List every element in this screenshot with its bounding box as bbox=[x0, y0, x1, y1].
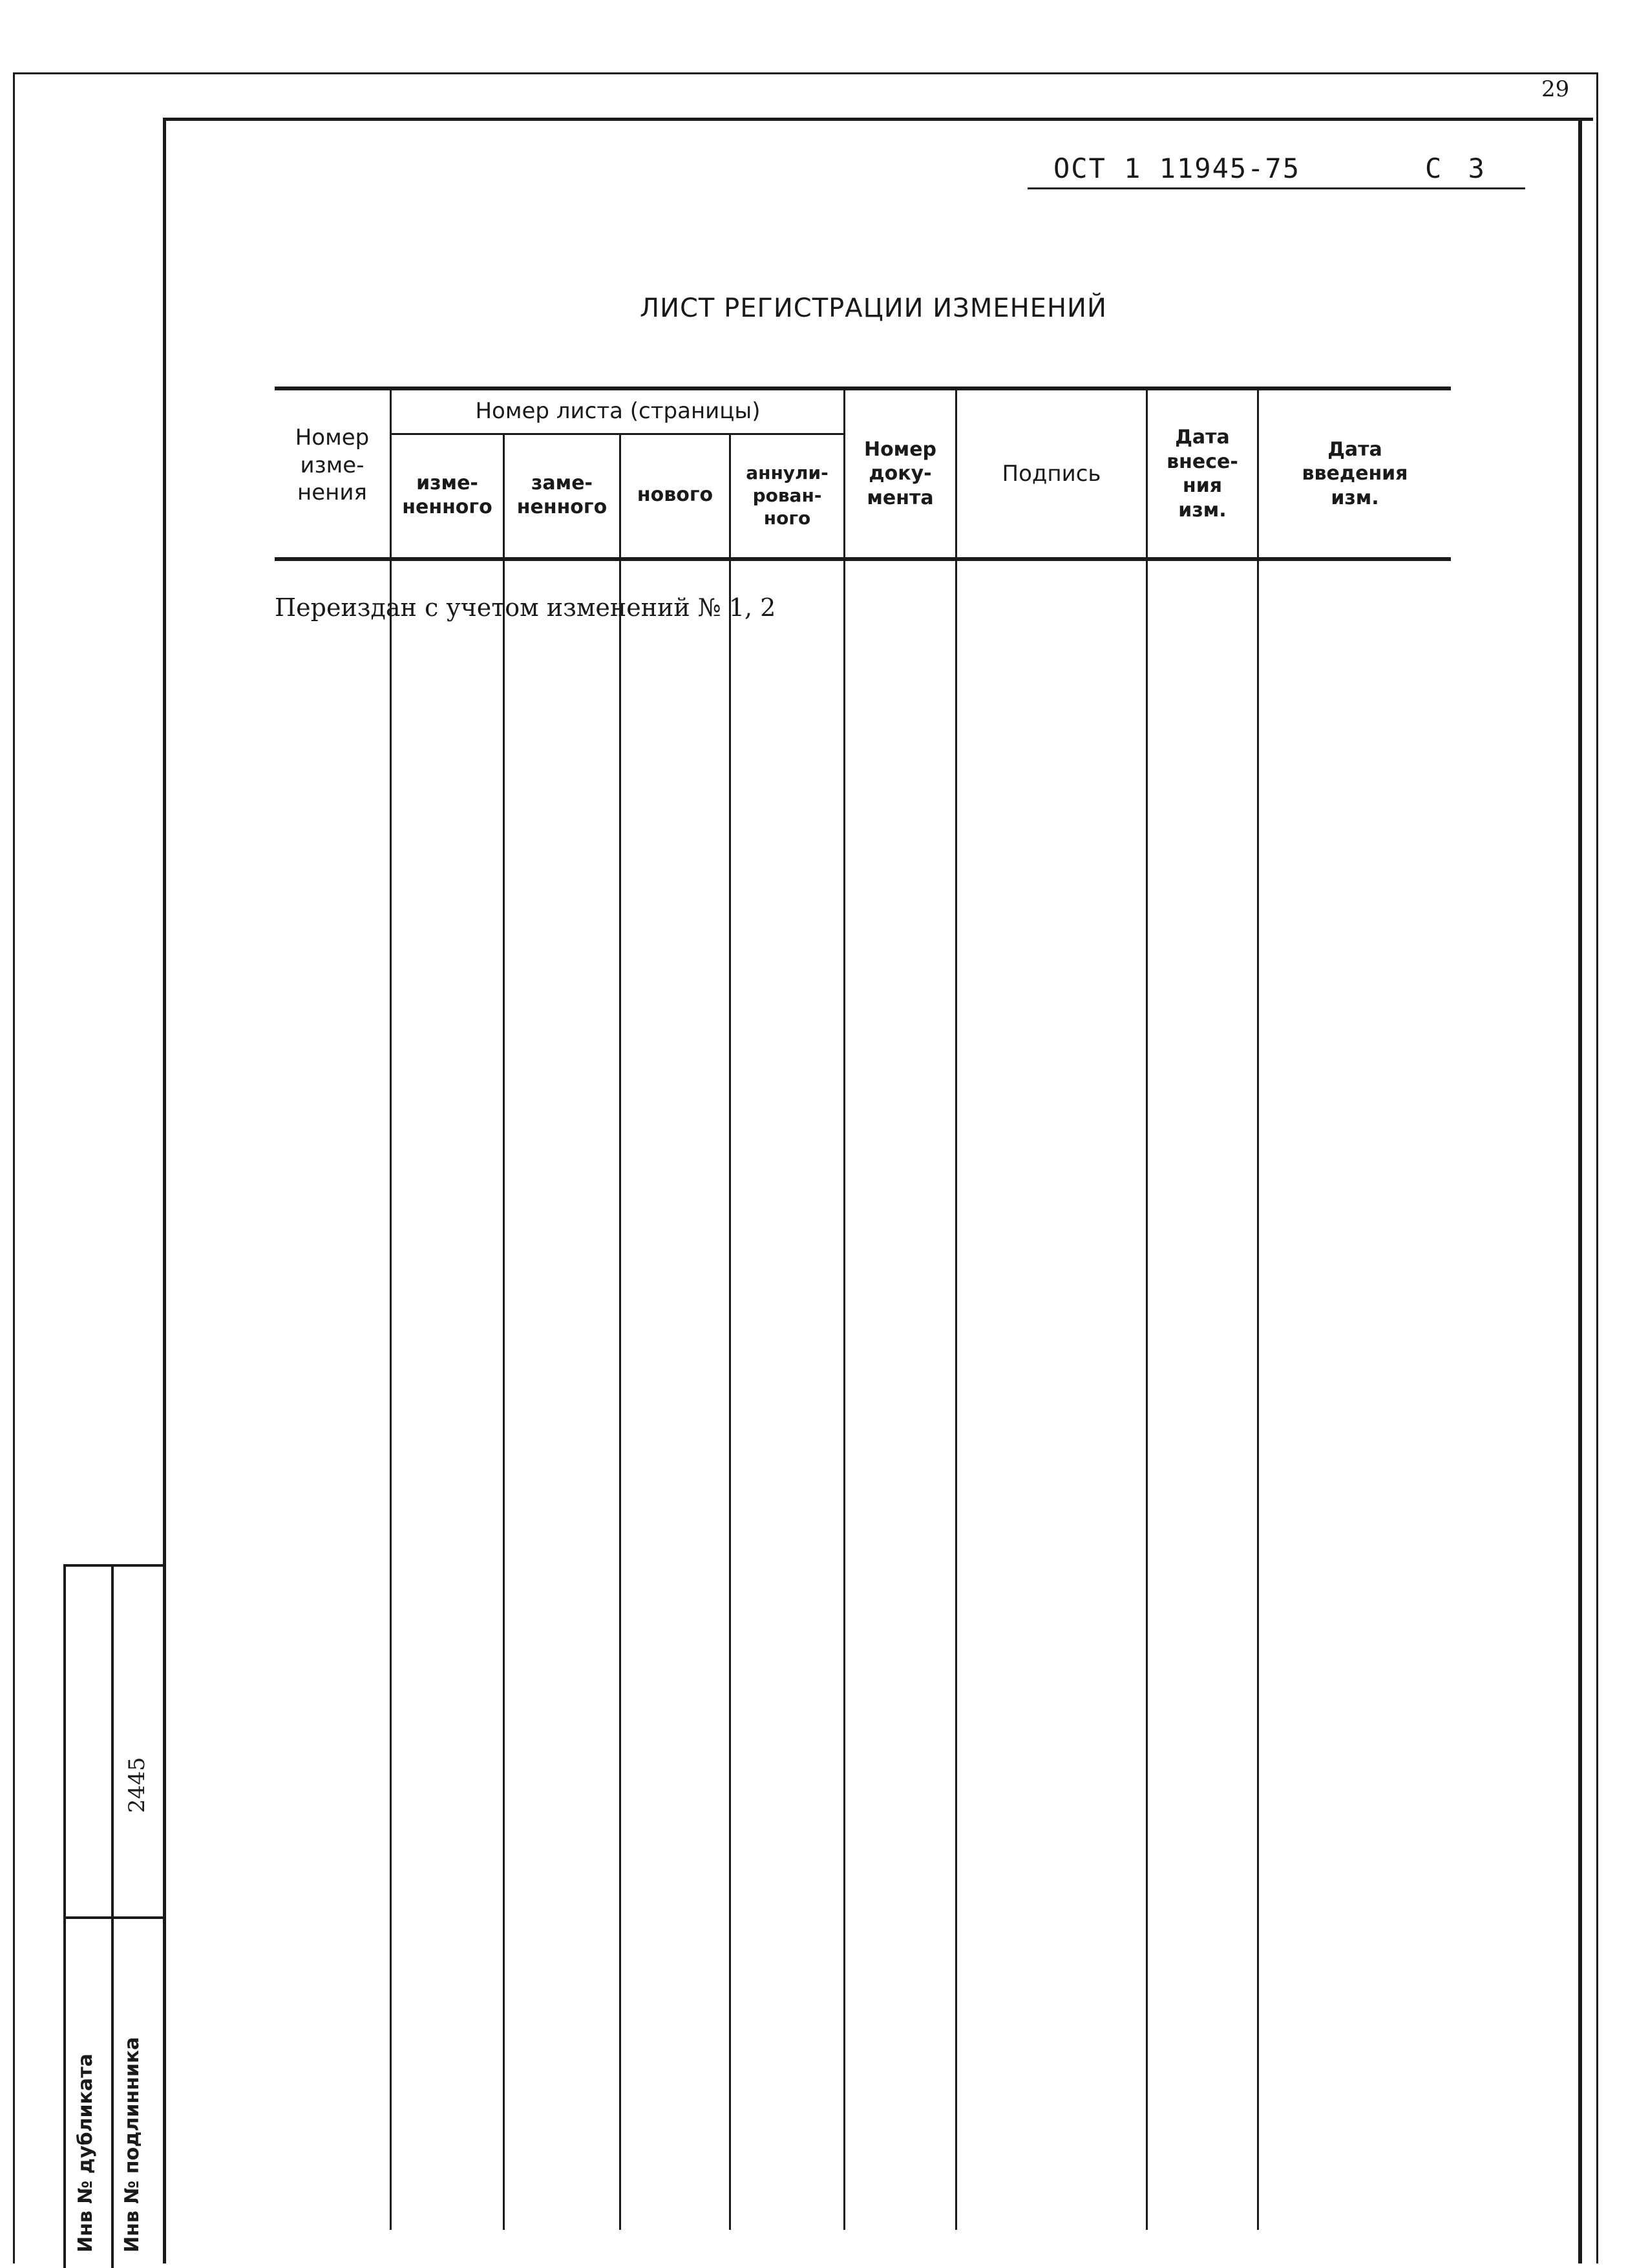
col-divider-4 bbox=[729, 433, 731, 2230]
header-change-number: Номер изме- нения bbox=[295, 425, 370, 506]
header-introduction-date: Дата введения изм. bbox=[1302, 438, 1408, 509]
col-divider-6 bbox=[955, 388, 957, 2230]
duplicate-inventory-label: Инв № дубликата bbox=[74, 2053, 97, 2252]
header-changed: изме- ненного bbox=[402, 471, 492, 518]
col-divider-8 bbox=[1257, 388, 1259, 2230]
sheet-number: С 3 bbox=[1425, 153, 1490, 184]
inner-frame-left bbox=[163, 118, 166, 2263]
col-divider-7 bbox=[1146, 388, 1148, 2230]
page-title: ЛИСТ РЕГИСТРАЦИИ ИЗМЕНЕНИЙ bbox=[640, 293, 1107, 323]
col-divider-3 bbox=[619, 433, 621, 2230]
col-divider-2 bbox=[503, 433, 505, 2230]
header-new: нового bbox=[637, 483, 713, 507]
header-signature: Подпись bbox=[1002, 460, 1101, 487]
stamp-top-rule bbox=[65, 1564, 165, 1567]
header-underline bbox=[1028, 187, 1525, 189]
header-replaced: заме- ненного bbox=[516, 471, 607, 518]
page-number: 29 bbox=[1541, 76, 1570, 102]
outer-frame-left bbox=[13, 72, 15, 2263]
inner-frame-right bbox=[1578, 118, 1582, 2263]
original-inventory-label: Инв № подлинника bbox=[121, 2037, 143, 2252]
col-divider-5 bbox=[843, 388, 845, 2230]
original-inventory-value: 2445 bbox=[124, 1757, 150, 1813]
inner-frame-top bbox=[165, 118, 1593, 121]
header-annulled: аннули- рован- ного bbox=[746, 461, 829, 529]
header-sheet-number-group: Номер листа (страницы) bbox=[475, 397, 761, 424]
table-header-bottom-rule bbox=[275, 557, 1451, 561]
header-entry-date: Дата внесе- ния изм. bbox=[1167, 426, 1238, 522]
header-document-number: Номер доку- мента bbox=[863, 438, 937, 509]
document-code: ОСТ 1 11945-75 bbox=[1053, 153, 1301, 184]
reissue-note: Переиздан с учетом изменений № 1, 2 bbox=[275, 593, 776, 622]
outer-frame-top bbox=[14, 72, 1598, 74]
group-header-rule bbox=[390, 433, 843, 435]
outer-frame-right bbox=[1596, 72, 1598, 2263]
col-divider-1 bbox=[390, 388, 392, 2230]
stamp-divider-rule bbox=[65, 1916, 165, 1919]
